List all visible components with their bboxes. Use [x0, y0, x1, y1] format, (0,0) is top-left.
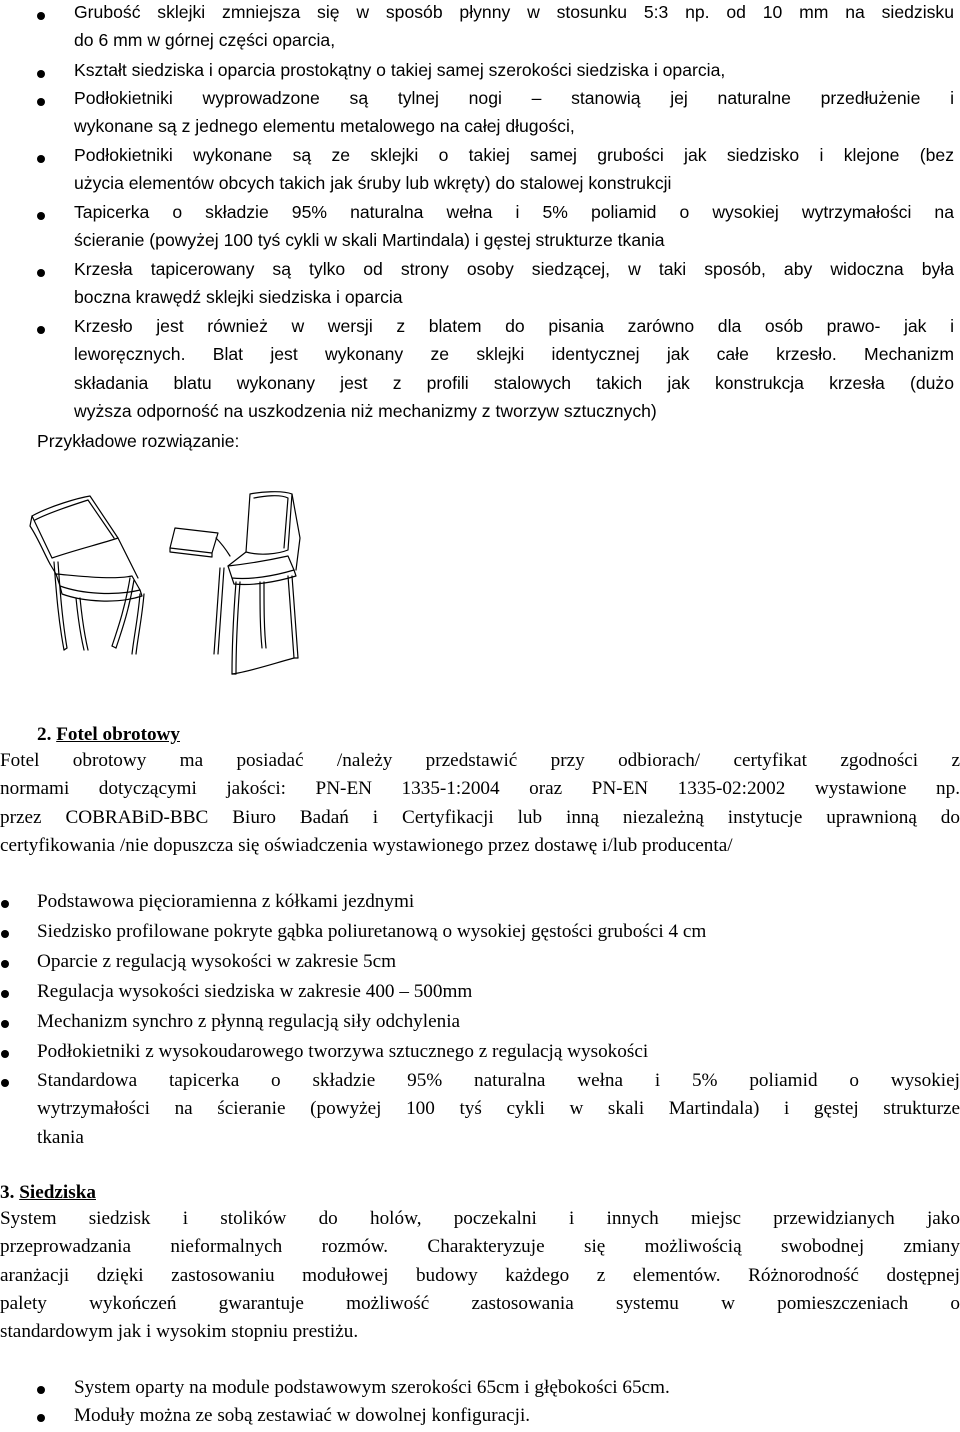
- line: Krzesła tapicerowany są tylko od strony osoby siedzącej, w taki sposób, aby widoczna była: [74, 259, 954, 279]
- section-3-paragraph: [0, 1205, 960, 1346]
- line: normami dotyczącymi jakości: PN-EN 1335-1:2004 oraz PN-EN 1335-02:2002 wystawione np.: [0, 778, 960, 800]
- bullet-dot: [1, 1079, 9, 1087]
- section-3-heading: [0, 1179, 96, 1207]
- line: Moduły można ze sobą zestawiać w dowolnej konfiguracji.: [74, 1405, 531, 1426]
- example-label: Przykładowe rozwiązanie:: [37, 431, 240, 451]
- line: przeprowadzania nieformalnych rozmów. Charakteryzuje się możliwością swobodnej zmiany: [0, 1236, 960, 1258]
- bullet-dot: [1, 930, 9, 938]
- section-2-paragraph: [0, 747, 960, 860]
- line: Kształt siedziska i oparcia prostokątny o takiej samej szerokości siedziska i oparcia,: [74, 60, 726, 80]
- line: Grubość sklejki zmniejsza się w sposób płynny w stosunku 5:3 np. od 10 mm na siedzisku: [74, 2, 954, 22]
- bullet-dot: [1, 900, 9, 908]
- line: Tapicerka o składzie 95% naturalna wełna i 5% poliamid o wysokiej wytrzymałości na: [74, 202, 954, 222]
- bullet-dot: [37, 70, 45, 78]
- bullet-dot: [1, 990, 9, 998]
- bullet-dot: [37, 326, 45, 334]
- bullet-dot: [37, 155, 45, 163]
- line: do 6 mm w górnej części oparcia,: [74, 30, 336, 51]
- bullet-dot: [1, 1020, 9, 1028]
- line: Mechanizm synchro z płynną regulacją siły odchylenia: [37, 1011, 461, 1032]
- line: Oparcie z regulacją wysokości w zakresie 5cm: [37, 951, 397, 972]
- line: składania blatu wykonany jest z profili stalowych takich jak konstrukcja krzesła (dużo: [74, 372, 954, 393]
- bullet-dot: [1, 1050, 9, 1058]
- section-title: Fotel obrotowy: [56, 724, 180, 745]
- line: Fotel obrotowy ma posiadać /należy przedstawić przy odbiorach/ certyfikat zgodności z: [0, 750, 960, 771]
- line: System siedzisk i stolików do holów, poczekalni i innych miejsc przewidzianych jako: [0, 1208, 960, 1229]
- line: certyfikowania /nie dopuszcza się oświadczenia wystawionego przez dostawę i/lub producenta/: [0, 834, 733, 856]
- line: aranżacji dzięki zastosowaniu modułowej budowy każdego z elementów. Różnorodność dostępnej: [0, 1264, 960, 1286]
- line: boczna krawędź sklejki siedziska i oparcia: [74, 287, 403, 308]
- line: Krzesło jest również w wersji z blatem do pisania zarówno dla osób prawo- jak i: [74, 316, 954, 336]
- line: Siedzisko profilowane pokryte gąbka poliuretanową o wysokiej gęstości grubości 4 cm: [37, 921, 707, 942]
- line: System oparty na module podstawowym szerokości 65cm i głębokości 65cm.: [74, 1377, 670, 1398]
- line: leworęcznych. Blat jest wykonany ze sklejki identycznej jak całe krzesło. Mechanizm: [74, 344, 954, 365]
- line: ścieranie (powyżej 100 tyś cykli w skali Martindala) i gęstej strukturze tkania: [74, 230, 665, 251]
- line: standardowym jak i wysokim stopniu prestiżu.: [0, 1321, 359, 1343]
- line: wytrzymałości na ścieranie (powyżej 100 tyś cykli w skali Martindala) i gęstej strukturze: [37, 1098, 960, 1120]
- line: Podłokietniki wyprowadzone są tylnej nogi – stanowią jej naturalne przedłużenie i: [74, 88, 954, 108]
- bullet-dot: [37, 98, 45, 106]
- line: Standardowa tapicerka o składzie 95% naturalna wełna i 5% poliamid o wysokiej: [37, 1070, 960, 1091]
- line: Podłokietniki wykonane są ze sklejki o takiej samej grubości jak siedzisko i klejone (bez: [74, 145, 954, 165]
- bullet-dot: [37, 1386, 45, 1394]
- chair-illustration: [20, 478, 310, 698]
- section-2-heading: [37, 721, 180, 749]
- section-title: Siedziska: [19, 1182, 96, 1203]
- line: Regulacja wysokości siedziska w zakresie 400 – 500mm: [37, 981, 473, 1002]
- line: wyższa odporność na uszkodzenia niż mechanizmy z tworzyw sztucznych): [74, 401, 657, 422]
- line: wykonane są z jednego elementu metalowego na całej długości,: [74, 116, 575, 137]
- line: przez COBRABiD-BBC Biuro Badań i Certyfikacji lub inną niezależną instytucje uprawnioną do: [0, 806, 960, 828]
- bullet-dot: [37, 212, 45, 220]
- line: tkania: [37, 1126, 84, 1148]
- bullet-dot: [37, 269, 45, 277]
- bullet-dot: [37, 1414, 45, 1422]
- bullet-dot: [37, 12, 45, 20]
- line: Podłokietniki z wysokoudarowego tworzywa sztucznego z regulacją wysokości: [37, 1041, 649, 1062]
- line: palety wykończeń gwarantuje możliwość zastosowania systemu w pomieszczeniach o: [0, 1292, 960, 1314]
- line: Podstawowa pięcioramienna z kółkami jezdnymi: [37, 891, 415, 912]
- bullet-dot: [1, 960, 9, 968]
- section-number: 2.: [37, 724, 52, 745]
- section-number: 3.: [0, 1182, 15, 1203]
- line: użycia elementów obcych takich jak śruby lub wkręty) do stalowej konstrukcji: [74, 173, 672, 194]
